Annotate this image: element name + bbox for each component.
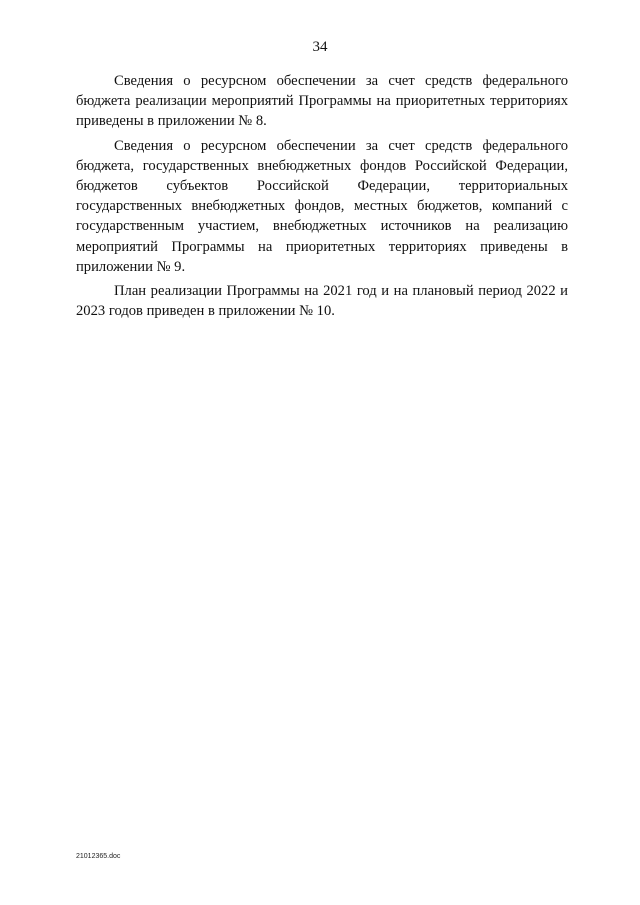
paragraph-appendix-10: План реализации Программы на 2021 год и на плановый период 2022 и 2023 годов приведен в приложении № 10. [76, 283, 568, 320]
paragraph-appendix-9: Сведения о ресурсном обеспечении за счет средств федерального бюджета, государственных внебюджетных фондов Российской Федерации, бюджетов субъектов Российской Федерации, территориальных государственных внебюджетных фондов, местных бюджетов, компаний с государственным участием, внебюджетных источников на реализацию мероприятий Программы на приоритетных территориях приведены в приложении № 9. [76, 137, 568, 275]
page-number: 34 [312, 39, 328, 55]
document-body [76, 71, 568, 325]
paragraph-appendix-8: Сведения о ресурсном обеспечении за счет средств федерального бюджета реализации мероприятий Программы на приоритетных территориях приведены в приложении № 8. [76, 73, 568, 130]
footer-filename: 21012365.doc [76, 853, 121, 860]
